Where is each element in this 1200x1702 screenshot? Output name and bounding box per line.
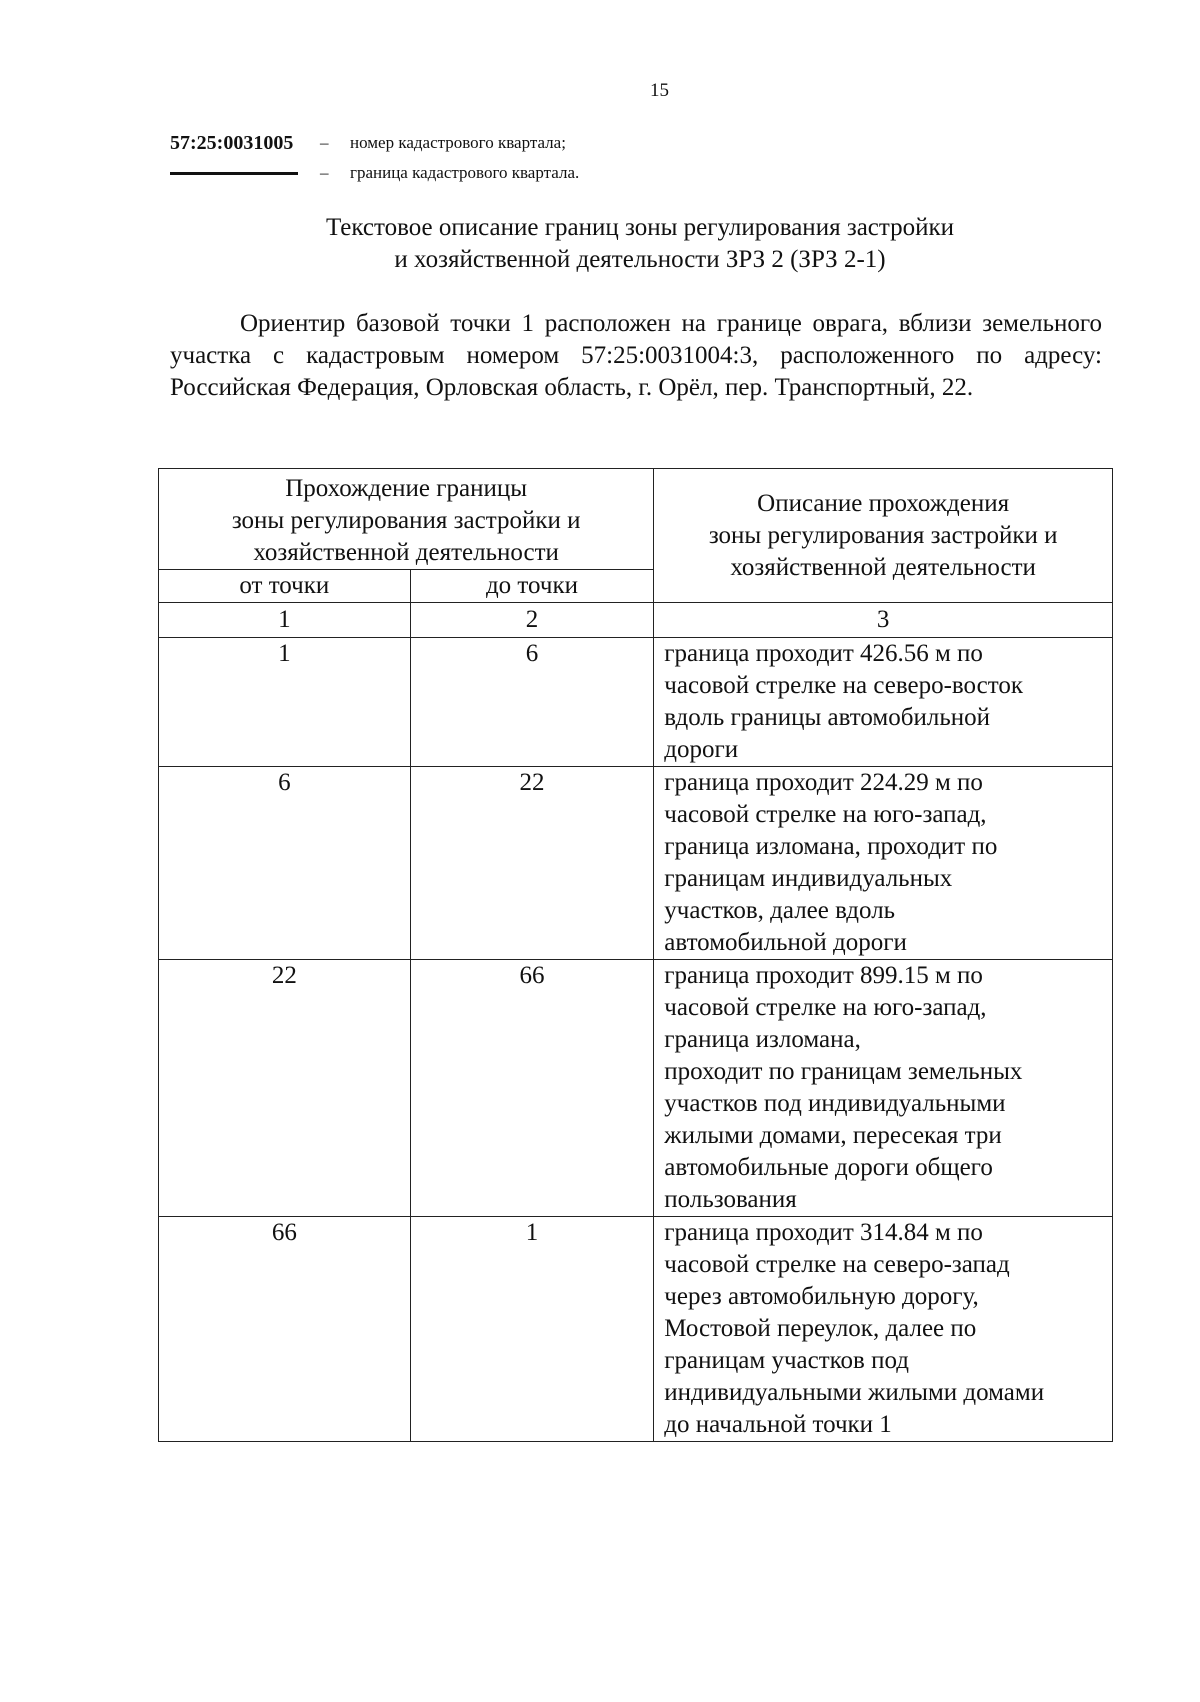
header-line: Описание прохождения	[757, 489, 1010, 517]
legend-text: граница кадастрового квартала.	[350, 163, 580, 182]
cell-from-point: 6	[159, 767, 411, 960]
legend-boundary-line-icon	[170, 172, 298, 175]
column-number-row	[159, 603, 1113, 638]
boundary-table	[158, 468, 1113, 1442]
description-line: дороги	[664, 736, 739, 763]
header-boundary-passage	[159, 469, 654, 570]
page-number: 15	[650, 80, 669, 101]
description-line: граница изломана, проходит по	[664, 833, 998, 860]
header-line: хозяйственной деятельности	[253, 539, 559, 566]
description-line: граница проходит 224.29 м по	[664, 769, 983, 796]
table-header-row	[159, 469, 1113, 570]
description-line: автомобильные дороги общего	[664, 1154, 993, 1181]
header-to-point: до точки	[410, 570, 654, 603]
description-line: часовой стрелке на юго-запад,	[664, 801, 987, 828]
description-line: автомобильной дороги	[664, 929, 907, 956]
table-row	[159, 1217, 1113, 1442]
table-row	[159, 960, 1113, 1217]
description-line: участков, далее вдоль	[664, 897, 896, 924]
cell-to-point: 1	[410, 1217, 654, 1442]
legend	[170, 128, 579, 188]
cell-description	[654, 1217, 1113, 1442]
description-line: часовой стрелке на северо-восток	[664, 672, 1023, 699]
description-line: границам индивидуальных	[664, 865, 953, 892]
description-line: граница проходит 426.56 м по	[664, 640, 983, 667]
legend-item-quarter-boundary	[170, 158, 579, 188]
description-line: через автомобильную дорогу,	[664, 1283, 979, 1310]
table-row	[159, 638, 1113, 767]
description-line: граница изломана,	[664, 1026, 861, 1053]
cell-to-point: 6	[410, 638, 654, 767]
cell-description	[654, 638, 1113, 767]
description-line: жилыми домами, пересекая три	[664, 1122, 1002, 1149]
legend-dash: –	[320, 163, 329, 182]
header-line: зоны регулирования застройки и	[231, 507, 581, 534]
cell-to-point: 22	[410, 767, 654, 960]
header-description	[654, 469, 1113, 603]
table-row	[159, 767, 1113, 960]
cell-description	[654, 960, 1113, 1217]
cell-from-point: 22	[159, 960, 411, 1217]
title-line: и хозяйственной деятельности ЗРЗ 2 (ЗРЗ 2-1)	[394, 246, 886, 273]
header-line: зоны регулирования застройки и	[708, 521, 1058, 549]
description-line: граница проходит 899.15 м по	[664, 962, 983, 989]
document-title	[150, 212, 1130, 276]
description-line: вдоль границы автомобильной	[664, 704, 990, 731]
description-line: участков под индивидуальными	[664, 1090, 1006, 1117]
legend-cadastral-code: 57:25:0031005	[170, 131, 294, 154]
column-number: 1	[159, 603, 411, 638]
description-line: пользования	[664, 1186, 797, 1213]
legend-text: номер кадастрового квартала;	[350, 133, 566, 152]
legend-dash: –	[320, 133, 329, 152]
legend-item-quarter-number	[170, 128, 579, 158]
column-number: 2	[410, 603, 654, 638]
cell-from-point: 1	[159, 638, 411, 767]
description-line: часовой стрелке на северо-запад	[664, 1251, 1010, 1278]
cell-from-point: 66	[159, 1217, 411, 1442]
cell-to-point: 66	[410, 960, 654, 1217]
column-number: 3	[654, 603, 1113, 638]
header-from-point: от точки	[159, 570, 411, 603]
description-line: границам участков под	[664, 1347, 909, 1374]
description-line: часовой стрелке на юго-запад,	[664, 994, 987, 1021]
description-line: Мостовой переулок, далее по	[664, 1315, 977, 1342]
header-line: Прохождение границы	[285, 475, 528, 502]
cell-description	[654, 767, 1113, 960]
description-line: до начальной точки 1	[664, 1411, 892, 1438]
header-line: хозяйственной деятельности	[730, 553, 1036, 581]
description-line: индивидуальными жилыми домами	[664, 1379, 1045, 1406]
intro-paragraph: Ориентир базовой точки 1 расположен на границе оврага, вблизи земельного участка с кадастровым номером 57:25:0031004:3, расположенного по адресу: Российская Федерация, Орловская область, г. Орёл, пер. Транспортный, 22.	[170, 310, 1102, 401]
description-line: граница проходит 314.84 м по	[664, 1219, 983, 1246]
title-line: Текстовое описание границ зоны регулирования застройки	[325, 214, 955, 241]
description-line: проходит по границам земельных	[664, 1058, 1023, 1085]
